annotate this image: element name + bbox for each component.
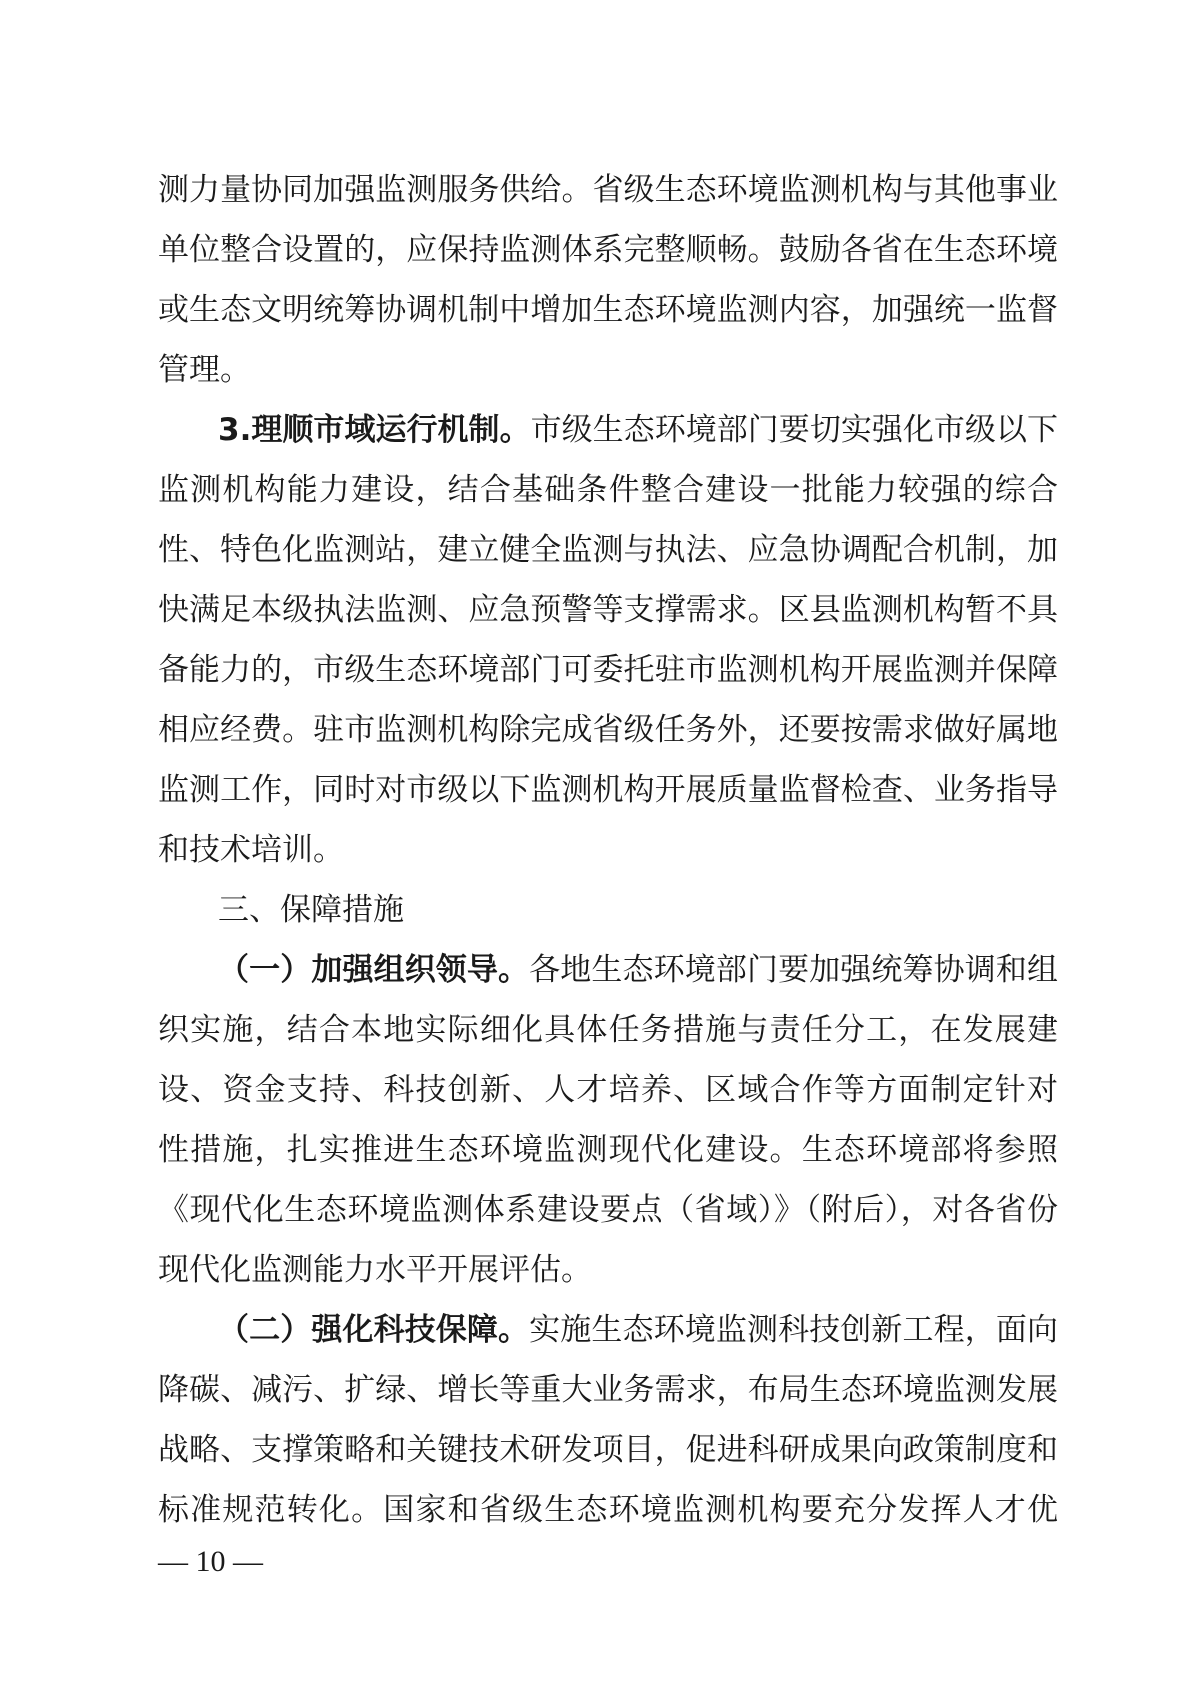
paragraph-first-line bbox=[218, 948, 1058, 992]
text-line: 织实施，结合本地实际细化具体任务措施与责任分工，在发展建 bbox=[158, 1012, 1058, 1048]
text-line: 降碳、减污、扩绿、增长等重大业务需求，布局生态环境监测发展 bbox=[158, 1372, 1058, 1408]
text-line: 管理。 bbox=[158, 352, 251, 388]
text-line: 战略、支撑策略和关键技术研发项目，促进科研成果向政策制度和 bbox=[158, 1432, 1058, 1468]
text-line: 和技术培训。 bbox=[158, 832, 344, 868]
text-line: 性措施，扎实推进生态环境监测现代化建设。生态环境部将参照 bbox=[158, 1132, 1058, 1168]
text-line: 现代化监测能力水平开展评估。 bbox=[158, 1252, 592, 1288]
page-number: — 10 — bbox=[158, 1545, 263, 1578]
paragraph-first-line bbox=[218, 408, 1058, 452]
paragraph-first-line bbox=[218, 1308, 1058, 1352]
text-line: 测力量协同加强监测服务供给。省级生态环境监测机构与其他事业 bbox=[158, 172, 1058, 208]
text-line: 相应经费。驻市监测机构除完成省级任务外，还要按需求做好属地 bbox=[158, 712, 1058, 748]
paragraph-text: 实施生态环境监测科技创新工程，面向 bbox=[529, 1312, 1059, 1348]
paragraph-text: 市级生态环境部门要切实强化市级以下 bbox=[530, 412, 1058, 448]
text-line: 监测工作，同时对市级以下监测机构开展质量监督检查、业务指导 bbox=[158, 772, 1058, 808]
paragraph-lead: （二）强化科技保障。 bbox=[218, 1312, 530, 1348]
text-line: 设、资金支持、科技创新、人才培养、区域合作等方面制定针对 bbox=[158, 1072, 1058, 1108]
text-line: 单位整合设置的，应保持监测体系完整顺畅。鼓励各省在生态环境 bbox=[158, 232, 1058, 268]
text-line: 或生态文明统筹协调机制中增加生态环境监测内容，加强统一监督 bbox=[158, 292, 1058, 328]
section-heading: 三、保障措施 bbox=[218, 892, 404, 928]
text-line: 监测机构能力建设，结合基础条件整合建设一批能力较强的综合 bbox=[158, 472, 1058, 508]
paragraph-lead: 3.理顺市域运行机制。 bbox=[218, 412, 531, 448]
text-line: 标准规范转化。国家和省级生态环境监测机构要充分发挥人才优 bbox=[158, 1492, 1058, 1528]
text-line: 备能力的，市级生态环境部门可委托驻市监测机构开展监测并保障 bbox=[158, 652, 1058, 688]
text-line: 《现代化生态环境监测体系建设要点（省域）》（附后），对各省份 bbox=[158, 1192, 1058, 1228]
text-line: 快满足本级执法监测、应急预警等支撑需求。区县监测机构暂不具 bbox=[158, 592, 1058, 628]
text-line: 性、特色化监测站，建立健全监测与执法、应急协调配合机制，加 bbox=[158, 532, 1058, 568]
paragraph-lead: （一）加强组织领导。 bbox=[218, 952, 530, 988]
paragraph-text: 各地生态环境部门要加强统筹协调和组 bbox=[529, 952, 1059, 988]
